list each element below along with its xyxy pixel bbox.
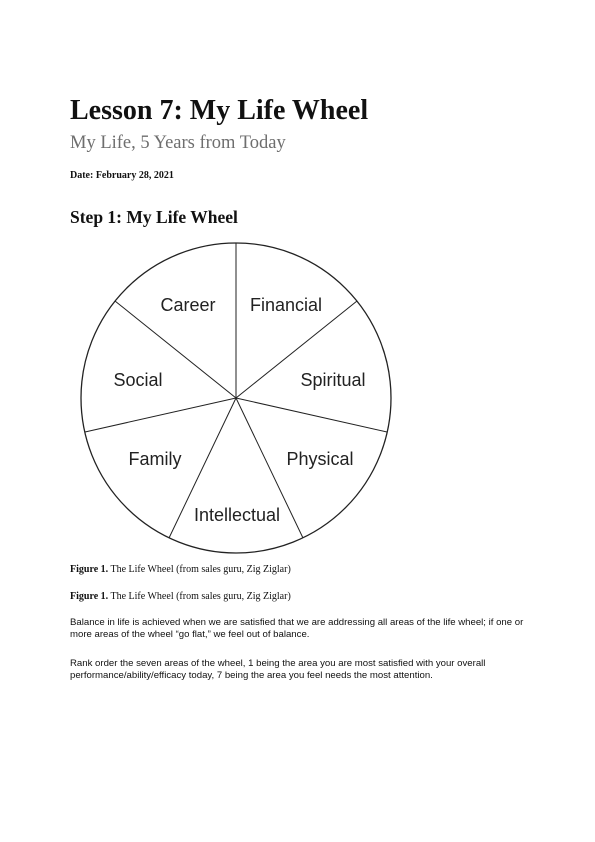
caption-text: The Life Wheel (from sales guru, Zig Ziglar) [108, 591, 291, 602]
lesson-date: Date: February 28, 2021 [70, 170, 174, 181]
caption-label: Figure 1. [70, 564, 109, 575]
caption-text: The Life Wheel (from sales guru, Zig Ziglar) [108, 564, 291, 575]
body-paragraph-balance: Balance in life is achieved when we are satisfied that we are addressing all areas of the life wheel; if one or more areas of the wheel “go flat,” we feel out of balance. [70, 617, 524, 640]
segment-label-spiritual: Spiritual [300, 370, 366, 390]
segment-label-intellectual: Intellectual [193, 505, 281, 525]
lesson-subtitle: My Life, 5 Years from Today [70, 133, 286, 153]
segment-label-financial: Financial [249, 295, 323, 315]
segment-label-family: Family [128, 449, 182, 469]
life-wheel-diagram [76, 238, 396, 560]
step-heading: Step 1: My Life Wheel [70, 207, 238, 227]
segment-label-career: Career [160, 295, 216, 315]
segment-label-social: Social [113, 370, 163, 390]
figure-caption [70, 563, 291, 577]
caption-label: Figure 1. [70, 591, 109, 602]
segment-label-physical: Physical [286, 449, 354, 469]
body-paragraph-rank-order: Rank order the seven areas of the wheel, 1 being the area you are most satisfied with your overall performance/ability/efficacy today, 7 being the area you feel needs the most attention. [70, 658, 486, 681]
figure-caption [70, 590, 291, 604]
lesson-title: Lesson 7: My Life Wheel [70, 95, 369, 126]
